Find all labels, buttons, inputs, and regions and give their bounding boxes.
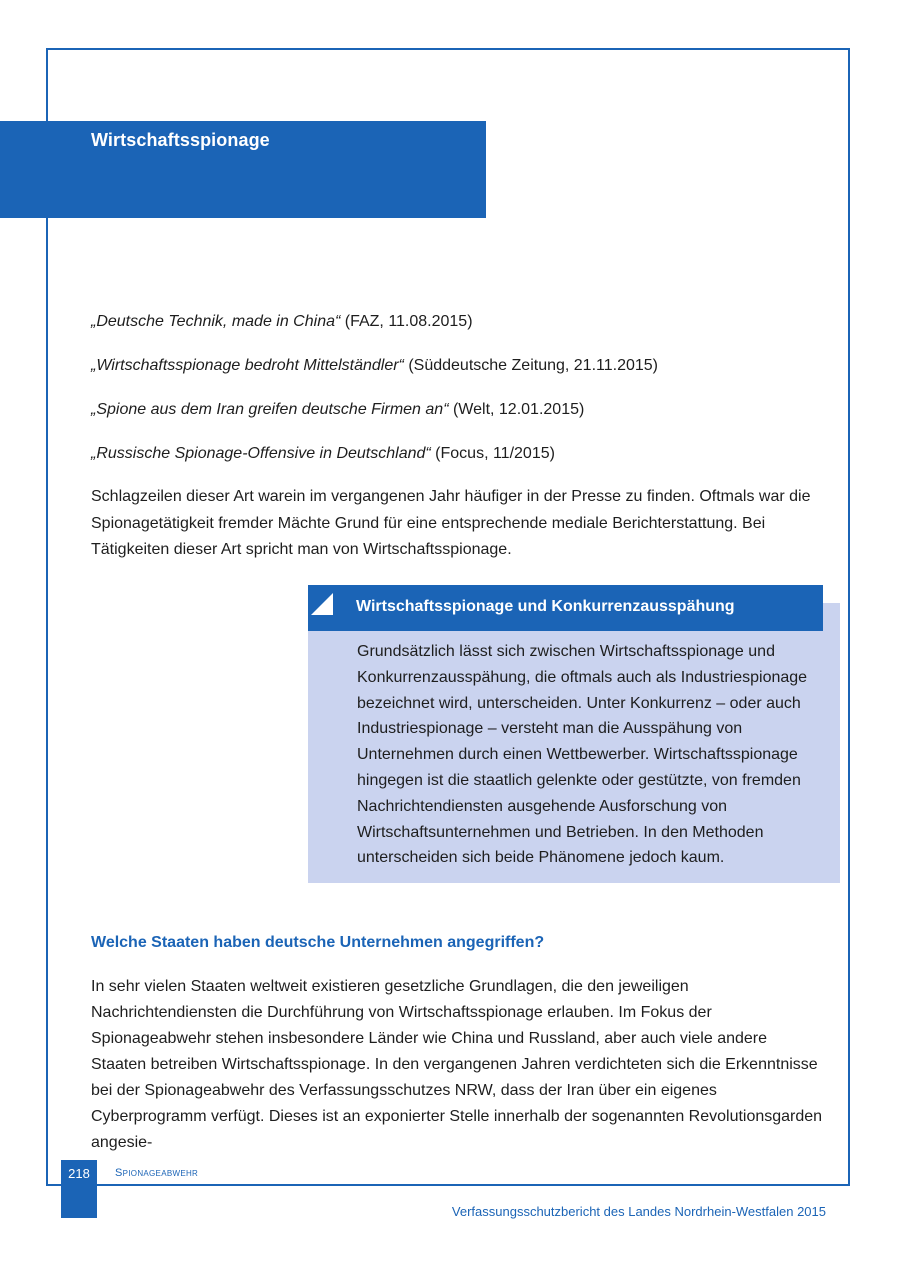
quote-source: (Welt, 12.01.2015) (448, 401, 585, 418)
title-band (0, 121, 486, 218)
chapter-name: Spionageabwehr (115, 1167, 199, 1179)
quote-headline: „Deutsche Technik, made in China“ (91, 313, 341, 330)
infobox-title: Wirtschaftsspionage und Konkurrenzausspähung (356, 598, 735, 615)
corner-triangle-icon (311, 593, 333, 615)
page-title: Wirtschaftsspionage (91, 130, 270, 150)
quote-line (91, 311, 831, 333)
quote-source: (Focus, 11/2015) (430, 445, 555, 462)
quote-source: (Süddeutsche Zeitung, 21.11.2015) (403, 357, 658, 374)
headline-quotes (91, 311, 831, 487)
quote-headline: „Wirtschaftsspionage bedroht Mittelständler“ (91, 357, 404, 374)
intro-paragraph: Schlagzeilen dieser Art warein im vergangenen Jahr häufiger in der Presse zu finden. Oftmals war die Spionagetätigkeit fremder Mächte Grund für eine entsprechende mediale Berichterstattung. Bei Tätigkeiten dieser Art spricht man von Wirtschaftsspionage. (91, 488, 811, 558)
quote-headline: „Russische Spionage-Offensive in Deutschland“ (91, 445, 431, 462)
infobox-text: Grundsätzlich lässt sich zwischen Wirtschaftsspionage und Konkurrenzausspähung, die oftmals auch als Industriespionage bezeichnet wird, unterscheiden. Unter Konkurrenz – oder auch Industriespionage – versteht man die Ausspähung von Unternehmen durch einen Wettbewerber. Wirtschaftsspionage hingegen ist die staatlich gelenkte oder gestützte, von fremden Nachrichtendiensten ausgehende Ausforschung von Wirtschaftsunternehmen und Betrieben. In den Methoden unterscheiden sich beide Phänomene jedoch kaum. (357, 643, 808, 867)
page-number: 218 (61, 1160, 97, 1218)
section-heading: Welche Staaten haben deutsche Unternehmen angegriffen? (91, 934, 545, 951)
infobox-header (308, 585, 823, 631)
quote-source: (FAZ, 11.08.2015) (340, 313, 473, 330)
quote-line (91, 399, 831, 421)
quote-line (91, 355, 831, 377)
quote-line (91, 443, 831, 465)
quote-headline: „Spione aus dem Iran greifen deutsche Firmen an“ (91, 401, 449, 418)
publication-title: Verfassungsschutzbericht des Landes Nordrhein-Westfalen 2015 (451, 1204, 826, 1219)
body-paragraph: In sehr vielen Staaten weltweit existieren gesetzliche Grundlagen, die den jeweiligen Nachrichtendiensten die Durchführung von Wirtschaftsspionage erlauben. Im Fokus der Spionageabwehr stehen insbesondere Länder wie China und Russland, aber auch viele andere Staaten betreiben Wirtschaftsspionage. In den vergangenen Jahren verdichteten sich die Erkenntnisse bei der Spionageabwehr des Verfassungsschutzes NRW, dass der Iran über ein eigenes Cyberprogramm verfügt. Dieses ist an exponierter Stelle innerhalb der sogenannten Revolutionsgarden angesie- (91, 978, 823, 1151)
